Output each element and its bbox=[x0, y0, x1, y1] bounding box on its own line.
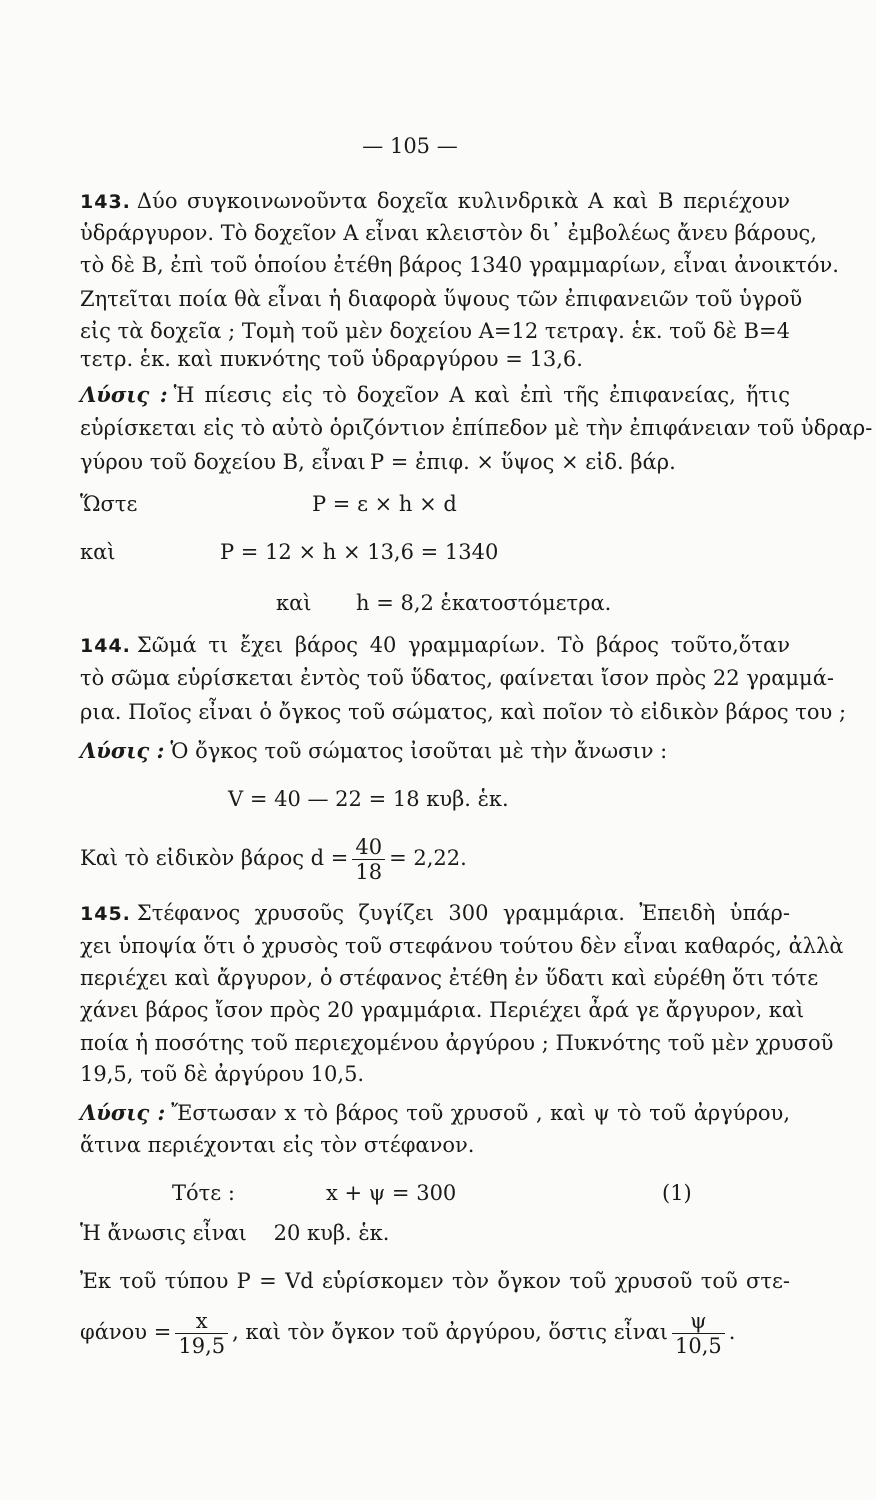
problem-143-line-5: εἰς τὰ δοχεῖα ; Τομὴ τοῦ μὲν δοχείου Α=12 τετραγ. ἑκ. τοῦ δὲ Β=4 bbox=[80, 319, 790, 343]
solution-143-line-2: εὑρίσκεται εἰς τὸ αὐτὸ ὁριζόντιον ἐπίπεδον μὲ τὴν ἐπιφάνειαν τοῦ ὑδραρ- bbox=[80, 416, 873, 440]
solution-144-line-1: Λύσις : Ὁ ὄγκος τοῦ σώματος ἰσοῦται μὲ τὴν ἄνωσιν : bbox=[80, 738, 668, 763]
solution-label: Λύσις : bbox=[80, 382, 168, 407]
solution-143-line-3: γύρου τοῦ δοχείου Β, εἶναι P = ἐπιφ. × ὕψος × εἰδ. βάρ. bbox=[80, 447, 790, 477]
problem-143-line-3: τὸ δὲ Β, ἐπὶ τοῦ ὁποίου ἐτέθη βάρος 1340 γραμμαρίων, εἶναι ἀνοικτόν. bbox=[80, 253, 839, 277]
problem-144-line-1: 144. Σῶμά τι ἔχει βάρος 40 γραμμαρίων. Τὸ βάρος τοῦτο,ὅταν bbox=[80, 633, 790, 657]
solution-143-eq-2: καὶ P = 12 × h × 13,6 = 1340 bbox=[80, 537, 790, 567]
problem-144-line-2: τὸ σῶμα εὑρίσκεται ἐντὸς τοῦ ὕδατος, φαίνεται ἴσον πρὸς 22 γραμμά- bbox=[80, 666, 834, 690]
book-page: — 105 — 143. Δύο συγκοινωνοῦντα δοχεῖα κυλινδρικὰ Α καὶ Β περιέχουν ὑδράργυρον. Τὸ δοχεῖον Α εἶναι κλειστὸν δι᾽ ἐμβολέως ἄνευ βάρους, τὸ δὲ Β, ἐπὶ τοῦ ὁποίου ἐτέθη βάρος 1340 γραμμαρίων, εἶναι ἀνοικτόν. Ζητεῖται ποία θὰ εἶναι ἡ διαφορὰ ὕψους τῶν ἐπιφανειῶν τοῦ ὑγροῦ εἰς τὰ δοχεῖα ; Τομὴ τοῦ μὲν δοχείου Α=12 τετραγ. ἑκ. τοῦ δὲ Β=4 τετρ. ἑκ. καὶ πυκνότης τοῦ ὑδραργύρου = 13,6. Λύσις : Ἡ πίεσις εἰς τὸ δοχεῖον Α καὶ ἐπὶ τῆς ἐπιφανείας, ἥτις εὑρίσκεται εἰς τὸ αὐτὸ ὁριζόντιον ἐπίπεδον μὲ τὴν ἐπιφάνειαν τοῦ ὑδραρ- γύρου τοῦ δοχείου Β, εἶναι P = ἐπιφ. × ὕψος × εἰδ. βάρ. Ὥστε P = ε × h × d καὶ P = 12 × h × 13,6 = 1340 καὶ h = 8,2 ἑκατοστόμετρα. 144. Σῶμά τι ἔχει βάρος 40 γραμμαρίων. Τὸ βάρος τοῦτο,ὅταν τὸ σῶμα εὑρίσκεται ἐντὸς τοῦ ὕδατος, φαίνεται ἴσον πρὸς 22 γραμμά- ρια. Ποῖος εἶναι ὁ ὄγκος τοῦ σώματος, καὶ ποῖον τὸ εἰδικὸν βάρος του ; Λύσις : Ὁ ὄγκος τοῦ σώματος ἰσοῦται μὲ τὴν ἄνωσιν : V = 40 — 22 = 18 κυβ. ἑκ. Καὶ τὸ εἰδικὸν βάρος d = $\frac{40}{18}$ = 2,22. 145. Στέφανος χρυσοῦς ζυγίζει 300 γραμμάρια. Ἐπειδὴ ὑπάρ- χει ὑποψία ὅτι ὁ χρυσὸς τοῦ στεφάνου τούτου δὲν εἶναι καθαρός, ἀλλὰ περιέχει καὶ ἄργυρον, ὁ στέφανος ἐτέθη ἐν ὕδατι καὶ εὑρέθη ὅτι τότε χάνει βάρος ἴσον πρὸς 20 γραμμάρια. Περιέχει ἆρά γε ἄργυρον, καὶ ποία ἡ ποσότης τοῦ περιεχομένου ἀργύρου ; Πυκνότης τοῦ μὲν χρυσοῦ 19,5, τοῦ δὲ ἀργύρου 10,5. Λύσις : Ἔστωσαν x τὸ βάρος τοῦ χρυσοῦ , καὶ ψ τὸ τοῦ ἀργύρου, ἅτινα περιέχονται εἰς τὸν στέφανον. Τότε : x + ψ = 300 (1) Ἡ ἄνωσις εἶναι 20 κυβ. ἑκ. Ἐκ τοῦ τύπου P = Vd εὑρίσκομεν τὸν ὄγκον τοῦ χρυσοῦ τοῦ στε- φάνου = $\frac{x}{19,5}$ , καὶ τὸν ὄγκον τοῦ ἀργύρου, ὅστις εἶναι $\frac{\psi}{10,5}$ . bbox=[0, 0, 876, 1500]
page-number: — 105 — bbox=[362, 134, 458, 158]
solution-143-line-1: Λύσις : Ἡ πίεσις εἰς τὸ δοχεῖον Α καὶ ἐπὶ τῆς ἐπιφανείας, ἥτις bbox=[80, 382, 791, 407]
fraction-psi-10-5: $\frac{\psi}{10,5}$ bbox=[672, 1309, 725, 1358]
solution-145-line-2: ἅτινα περιέχονται εἰς τὸν στέφανον. bbox=[80, 1133, 475, 1157]
problem-number-145: 145. bbox=[80, 903, 131, 925]
problem-145-line-2: χει ὑποψία ὅτι ὁ χρυσὸς τοῦ στεφάνου τούτου δὲν εἶναι καθαρός, ἀλλὰ bbox=[80, 934, 844, 958]
problem-143-line-4: Ζητεῖται ποία θὰ εἶναι ἡ διαφορὰ ὕψους τῶν ἐπιφανειῶν τοῦ ὑγροῦ bbox=[80, 287, 803, 311]
problem-143-line-1: 143. Δύο συγκοινωνοῦντα δοχεῖα κυλινδρικὰ Α καὶ Β περιέχουν bbox=[80, 189, 790, 213]
solution-145-line-formula: Ἐκ τοῦ τύπου P = Vd εὑρίσκομεν τὸν ὄγκον τοῦ χρυσοῦ τοῦ στε- bbox=[80, 1269, 790, 1293]
problem-145-line-6: 19,5, τοῦ δὲ ἀργύρου 10,5. bbox=[80, 1062, 365, 1086]
solution-145-line-1: Λύσις : Ἔστωσαν x τὸ βάρος τοῦ χρυσοῦ , καὶ ψ τὸ τοῦ ἀργύρου, bbox=[80, 1100, 790, 1125]
solution-145-volumes: φάνου = $\frac{x}{19,5}$ , καὶ τὸν ὄγκον τοῦ ἀργύρου, ὅστις εἶναι $\frac{\psi}{10,5}$ . bbox=[80, 1309, 736, 1358]
equation-reference: (1) bbox=[662, 1181, 692, 1205]
fraction-x-19-5: $\frac{x}{19,5}$ bbox=[175, 1309, 228, 1358]
problem-145-line-3: περιέχει καὶ ἄργυρον, ὁ στέφανος ἐτέθη ἐν ὕδατι καὶ εὑρέθη ὅτι τότε bbox=[80, 966, 819, 990]
equation-h-result: h = 8,2 ἑκατοστόμετρα. bbox=[356, 591, 612, 615]
problem-number-144: 144. bbox=[80, 635, 131, 657]
problem-145-line-1: 145. Στέφανος χρυσοῦς ζυγίζει 300 γραμμάρια. Ἐπειδὴ ὑπάρ- bbox=[80, 901, 790, 925]
problem-144-line-3: ρια. Ποῖος εἶναι ὁ ὄγκος τοῦ σώματος, καὶ ποῖον τὸ εἰδικὸν βάρος του ; bbox=[80, 700, 847, 724]
equation-p-ehd: P = ε × h × d bbox=[312, 492, 457, 516]
problem-143-line-2: ὑδράργυρον. Τὸ δοχεῖον Α εἶναι κλειστὸν δι᾽ ἐμβολέως ἄνευ βάρους, bbox=[80, 221, 817, 245]
fraction-40-18: $\frac{40}{18}$ bbox=[352, 835, 385, 884]
solution-143-eq-1: Ὥστε P = ε × h × d bbox=[80, 489, 790, 519]
equation-p-numeric: P = 12 × h × 13,6 = 1340 bbox=[220, 540, 499, 564]
solution-label: Λύσις : bbox=[80, 738, 165, 763]
solution-145-buoyancy: Ἡ ἄνωσις εἶναι 20 κυβ. ἑκ. bbox=[80, 1221, 390, 1245]
solution-label: Λύσις : bbox=[80, 1100, 166, 1125]
equation-x-plus-psi: x + ψ = 300 bbox=[326, 1181, 457, 1205]
solution-144-eq-density: Καὶ τὸ εἰδικὸν βάρος d = $\frac{40}{18}$ = 2,22. bbox=[80, 835, 467, 884]
problem-number-143: 143. bbox=[80, 191, 131, 213]
problem-143-line-6: τετρ. ἑκ. καὶ πυκνότης τοῦ ὑδραργύρου = 13,6. bbox=[80, 347, 583, 371]
problem-145-line-4: χάνει βάρος ἴσον πρὸς 20 γραμμάρια. Περιέχει ἆρά γε ἄργυρον, καὶ bbox=[80, 998, 805, 1022]
problem-145-line-5: ποία ἡ ποσότης τοῦ περιεχομένου ἀργύρου ; Πυκνότης τοῦ μὲν χρυσοῦ bbox=[80, 1031, 834, 1055]
pressure-formula: P = ἐπιφ. × ὕψος × εἰδ. βάρ. bbox=[370, 450, 676, 474]
